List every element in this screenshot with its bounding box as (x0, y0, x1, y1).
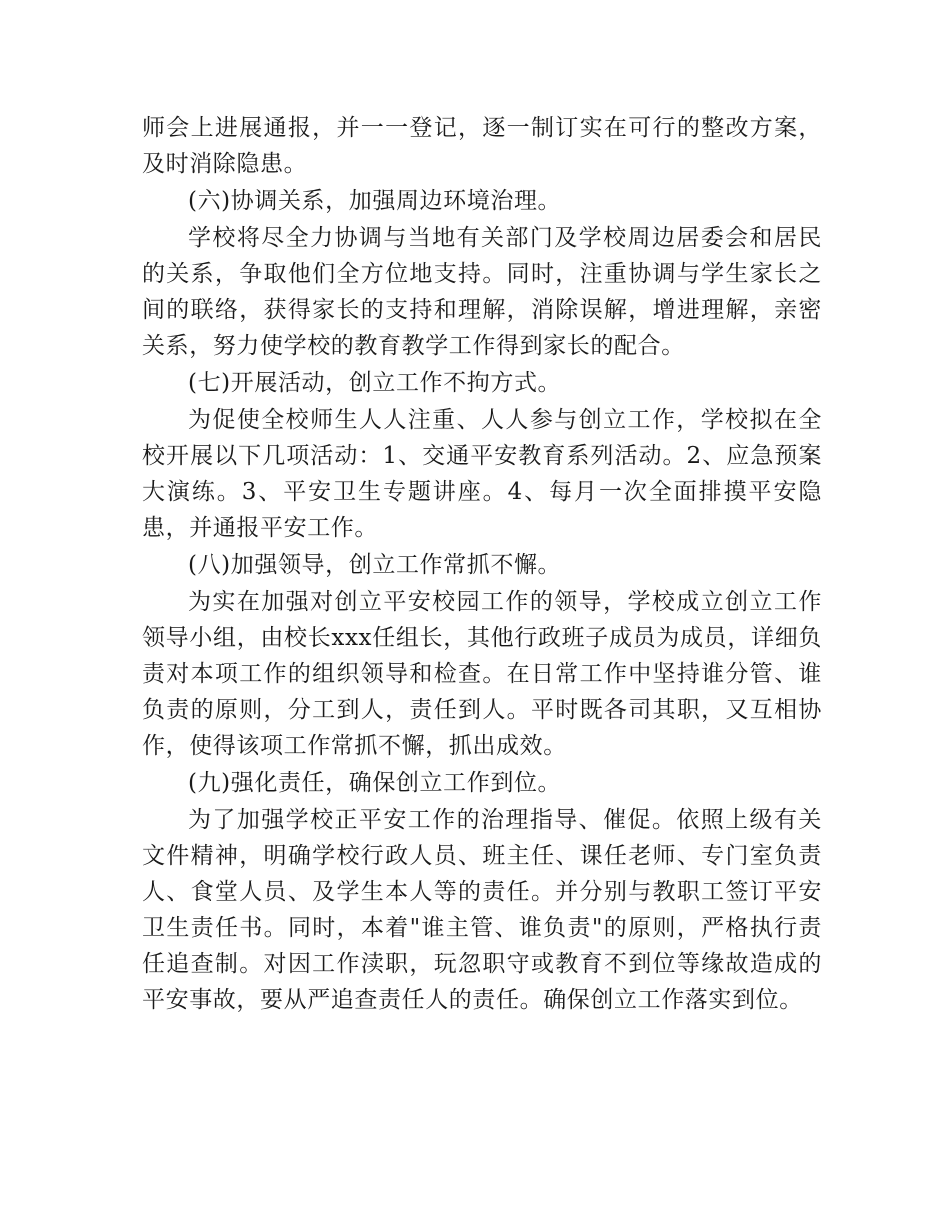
paragraph-continued: 师会上进展通报，并一一登记，逐一制订实在可行的整改方案，及时消除隐患。 (142, 115, 822, 177)
section-heading-8: (八)加强领导，创立工作常抓不懈。 (188, 552, 562, 578)
section-heading-6: (六)协调关系，加强周边环境治理。 (188, 188, 562, 214)
paragraph-activities: 为促使全校师生人人注重、人人参与创立工作，学校拟在全校开展以下几项活动：1、交通平安教育系列活动。2、应急预案大演练。3、平安卫生专题讲座。4、每月一次全面排摸平安隐患，并通报平安工作。 (142, 407, 822, 541)
section-heading-7: (七)开展活动，创立工作不拘方式。 (188, 370, 562, 396)
paragraph-coordination: 学校将尽全力协调与当地有关部门及学校周边居委会和居民的关系，争取他们全方位地支持。同时，注重协调与学生家长之间的联络，获得家长的支持和理解，消除误解，增进理解，亲密关系，努力使学校的教育教学工作得到家长的配合。 (142, 225, 822, 359)
paragraph-responsibility: 为了加强学校正平安工作的治理指导、催促。依照上级有关文件精神，明确学校行政人员、班主任、课任老师、专门室负责人、食堂人员、及学生本人等的责任。并分别与教职工签订平安卫生责任书。同时，本着"谁主管、谁负责"的原则，严格执行责任追查制。对因工作渎职，玩忽职守或教育不到位等缘故造成的平安事故，要从严追查责任人的责任。确保创立工作落实到位。 (142, 807, 822, 1013)
paragraph-leadership: 为实在加强对创立平安校园工作的领导，学校成立创立工作领导小组，由校长xxx任组长，其他行政班子成员为成员，详细负责对本项工作的组织领导和检查。在日常工作中坚持谁分管、谁负责的原则，分工到人，责任到人。平时既各司其职，又互相协作，使得该项工作常抓不懈，抓出成效。 (142, 589, 822, 759)
document-body (142, 110, 822, 1019)
section-heading-9: (九)强化责任，确保创立工作到位。 (188, 770, 562, 796)
